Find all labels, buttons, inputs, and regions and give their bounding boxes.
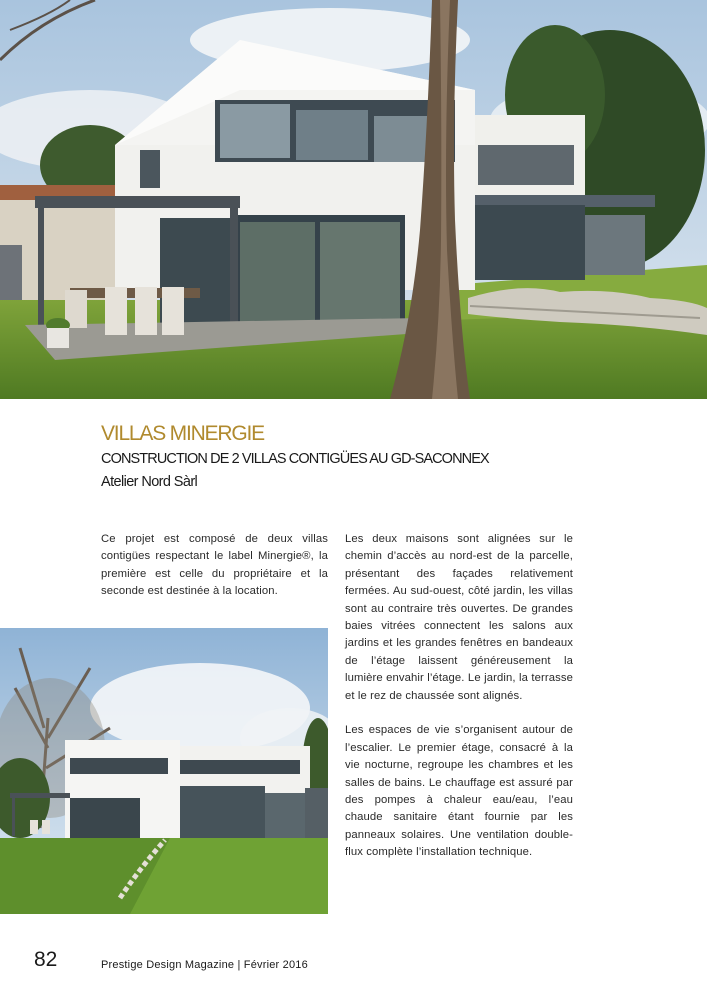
- text-column-right: [345, 531, 573, 879]
- villa-exterior-photo: [0, 628, 328, 914]
- paragraph: Les espaces de vie s’organisent autour de l’escalier. Le premier étage, consacré à la vie nocturne, regroupe les chambres et les salles de bains. Le chauffage est assuré par des pompes à chaleur eau/eau, l’eau chaude sanitaire étant fournie par les panneaux solaires. Une ventilation double-flux complète l’installation technique.: [345, 724, 573, 859]
- villa-garden-photo: [0, 0, 707, 399]
- hero-photo: [0, 0, 707, 399]
- article-title: VILLAS MINERGIE: [101, 422, 264, 445]
- page-number: 82: [34, 948, 58, 971]
- paragraph: Les deux maisons sont alignées sur le chemin d’accès au nord-est de la parcelle, présentant des façades relativement fermées. Au sud-ouest, côté jardin, les villas sont au contraire très ouvertes. De grandes baies vitrées connectent les salons aux jardins et les grandes fenêtres en bandeaux de l’étage laissent généreusement la lumière envahir l’étage. Le jardin, la terrasse et le rez de chaussée sont alignés.: [345, 533, 573, 702]
- publication-credit: Prestige Design Magazine | Février 2016: [101, 959, 308, 971]
- secondary-photo: [0, 628, 328, 914]
- article-subtitle: CONSTRUCTION DE 2 VILLAS CONTIGÜES AU GD-SACONNEX: [101, 451, 489, 467]
- text-column-left: [101, 531, 328, 618]
- article-author: Atelier Nord Sàrl: [101, 474, 198, 490]
- paragraph: Ce projet est composé de deux villas contigües respectant le label Minergie®, la première est celle du propriétaire et la seconde est destinée à la location.: [101, 533, 328, 598]
